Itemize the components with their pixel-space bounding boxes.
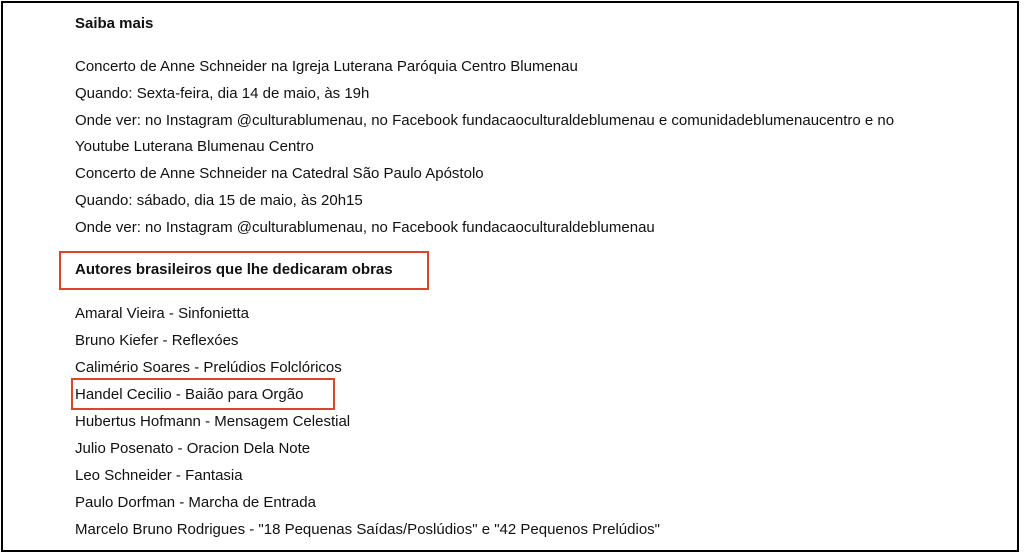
event-line: Onde ver: no Instagram @culturablumenau, no Facebook fundacaoculturaldeblumenau: [75, 219, 655, 236]
author-list-item: Calimério Soares - Prelúdios Folclóricos: [75, 359, 342, 376]
event-line: Concerto de Anne Schneider na Catedral São Paulo Apóstolo: [75, 165, 484, 182]
author-list-item: Bruno Kiefer - Reflexóes: [75, 332, 239, 349]
author-list-item: Marcelo Bruno Rodrigues - "18 Pequenas Saídas/Poslúdios" e "42 Pequenos Prelúdios": [75, 521, 660, 538]
author-list-item: Paulo Dorfman - Marcha de Entrada: [75, 494, 316, 511]
event-line: Youtube Luterana Blumenau Centro: [75, 138, 314, 155]
author-list-item: Leo Schneider - Fantasia: [75, 467, 243, 484]
saiba-mais-heading: Saiba mais: [75, 15, 154, 32]
author-list-item: Hubertus Hofmann - Mensagem Celestial: [75, 413, 351, 430]
event-line: Quando: Sexta-feira, dia 14 de maio, às 19h: [75, 85, 370, 102]
event-line: Quando: sábado, dia 15 de maio, às 20h15: [75, 192, 363, 209]
autores-heading: Autores brasileiros que lhe dedicaram obras: [75, 261, 393, 278]
document-frame: [1, 1, 1019, 552]
author-list-item: Amaral Vieira - Sinfonietta: [75, 305, 249, 322]
author-list-item: Handel Cecilio - Baião para Orgão: [75, 386, 304, 403]
event-line: Concerto de Anne Schneider na Igreja Luterana Paróquia Centro Blumenau: [75, 58, 578, 75]
event-line: Onde ver: no Instagram @culturablumenau, no Facebook fundacaoculturaldeblumenau e comunidadeblumenaucentro e no: [75, 112, 895, 129]
author-list-item: Julio Posenato - Oracion Dela Note: [75, 440, 311, 457]
